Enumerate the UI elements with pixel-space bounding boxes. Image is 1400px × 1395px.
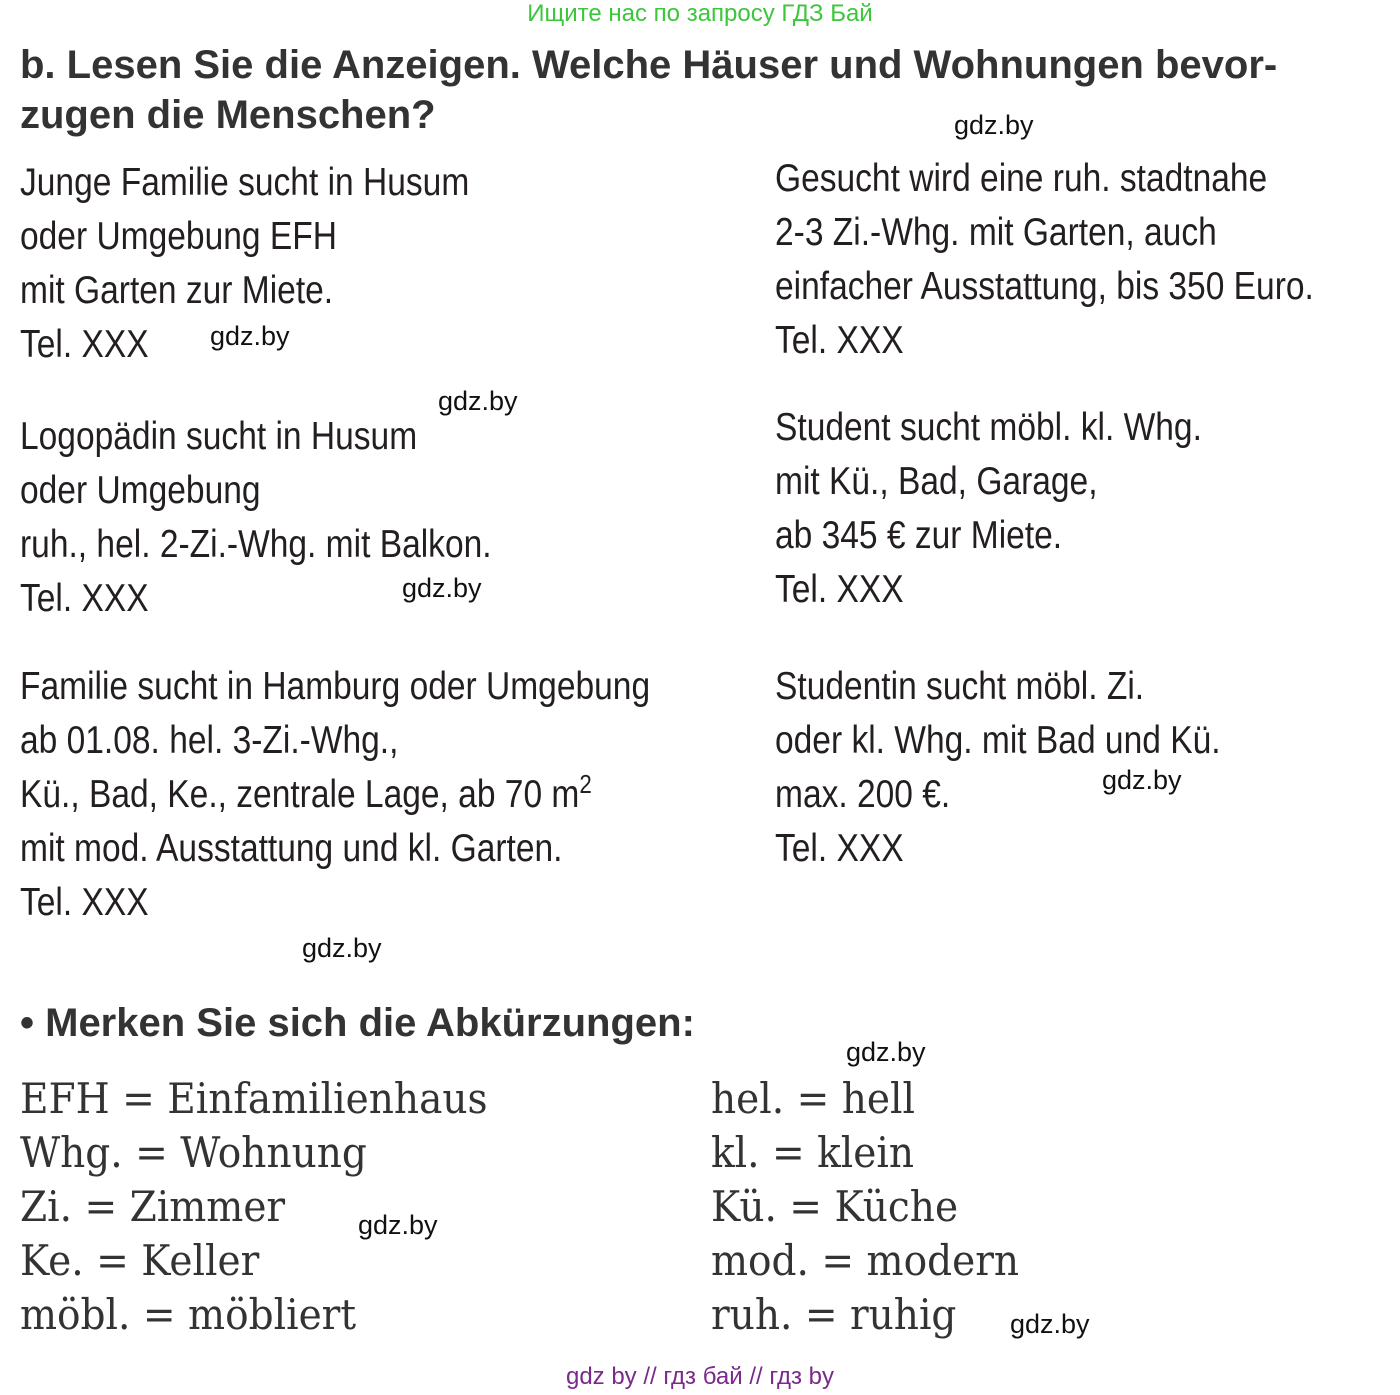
exercise-heading-line-2: zugen die Menschen? — [20, 93, 436, 137]
ad-line: mit mod. Ausstattung und kl. Garten. — [20, 827, 563, 870]
watermark: gdz.by — [846, 1037, 926, 1067]
abbreviation-item: möbl. = möbliert — [20, 1290, 357, 1339]
ad-line — [20, 768, 592, 822]
ad-line: Tel. XXX — [20, 577, 149, 620]
abbreviation-item: mod. = modern — [711, 1236, 1020, 1285]
ad-line: Tel. XXX — [20, 881, 149, 924]
ad-line: Tel. XXX — [20, 323, 149, 366]
abbreviation-item: EFH = Einfamilienhaus — [20, 1074, 488, 1123]
ad-line: 2-3 Zi.-Whg. mit Garten, auch — [775, 211, 1217, 254]
ad-line: ab 345 € zur Miete. — [775, 514, 1063, 557]
watermark: gdz.by — [302, 933, 382, 963]
ad-line-text: Kü., Bad, Ke., zentrale Lage, ab 70 m — [20, 773, 580, 816]
ad-line: max. 200 €. — [775, 773, 951, 816]
watermark: gdz.by — [1010, 1309, 1090, 1339]
ad-line: Tel. XXX — [775, 568, 904, 611]
abbreviation-item: ruh. = ruhig — [711, 1290, 957, 1339]
watermark: gdz.by — [358, 1210, 438, 1240]
ad-line: Familie sucht in Hamburg oder Umgebung — [20, 665, 651, 708]
ad-line: Studentin sucht möbl. Zi. — [775, 665, 1145, 708]
ad-line: Logopädin sucht in Husum — [20, 415, 418, 458]
footer-links: gdz by // гдз бай // гдз by — [565, 1363, 835, 1390]
ad-line: ab 01.08. hel. 3-Zi.-Whg., — [20, 719, 399, 762]
superscript-two: 2 — [579, 769, 592, 799]
ad-line: Tel. XXX — [775, 827, 904, 870]
top-banner: Ищите нас по запросу ГДЗ Бай — [527, 0, 873, 27]
ad-line: oder kl. Whg. mit Bad und Kü. — [775, 719, 1221, 762]
abbreviation-item: Kü. = Küche — [711, 1182, 959, 1231]
abbreviation-item: Ke. = Keller — [20, 1236, 260, 1285]
exercise-heading-line-1: b. Lesen Sie die Anzeigen. Welche Häuser und Wohnungen bevor- — [20, 43, 1278, 87]
abbreviation-item: kl. = klein — [711, 1128, 915, 1177]
ad-line: Student sucht möbl. kl. Whg. — [775, 406, 1202, 449]
ad-line: mit Garten zur Miete. — [20, 269, 334, 312]
watermark: gdz.by — [438, 386, 518, 416]
abbreviation-item: hel. = hell — [711, 1074, 916, 1123]
watermark: gdz.by — [402, 573, 482, 603]
ad-line: oder Umgebung EFH — [20, 215, 337, 258]
abbreviations-title: • Merken Sie sich die Abkürzungen: — [20, 1001, 695, 1045]
ad-line: ruh., hel. 2-Zi.-Whg. mit Balkon. — [20, 523, 492, 566]
watermark: gdz.by — [210, 321, 290, 351]
watermark: gdz.by — [954, 110, 1034, 140]
abbreviation-item: Whg. = Wohnung — [20, 1128, 367, 1177]
ad-line: oder Umgebung — [20, 469, 261, 512]
ad-line: Junge Familie sucht in Husum — [20, 161, 470, 204]
abbreviation-item: Zi. = Zimmer — [20, 1182, 286, 1231]
ad-line: Tel. XXX — [775, 319, 904, 362]
ad-line: einfacher Ausstattung, bis 350 Euro. — [775, 265, 1314, 308]
ad-line: Gesucht wird eine ruh. stadtnahe — [775, 157, 1268, 200]
ad-line: mit Kü., Bad, Garage, — [775, 460, 1098, 503]
watermark: gdz.by — [1102, 765, 1182, 795]
